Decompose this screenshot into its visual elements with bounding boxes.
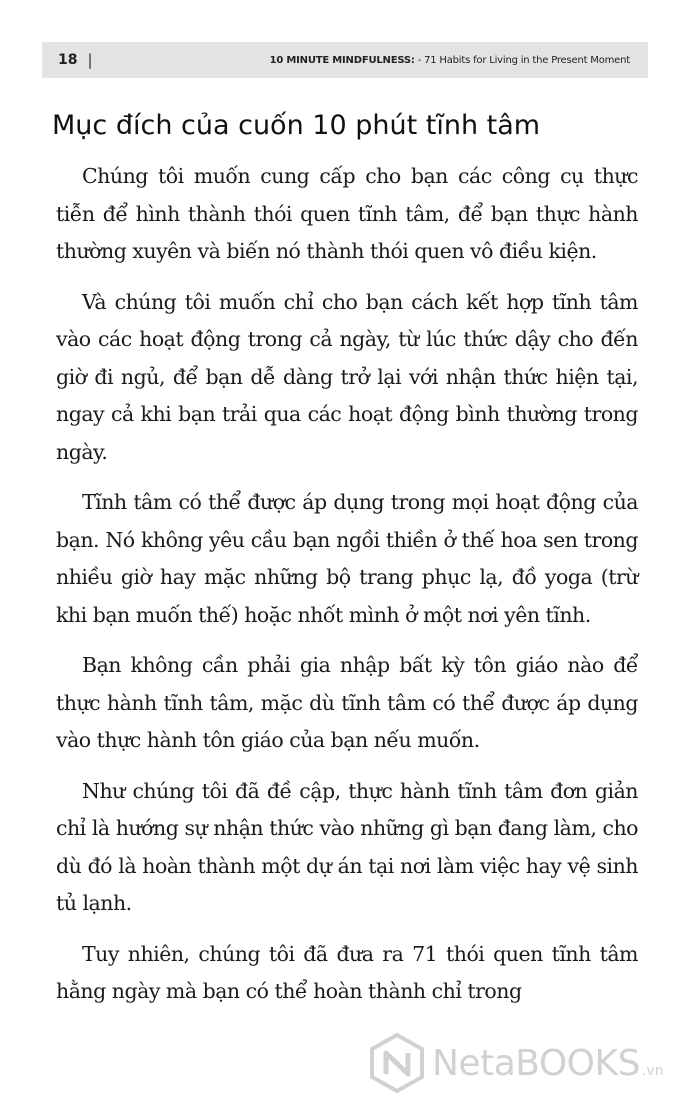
book-title-main: 10 MINUTE MINDFULNESS: bbox=[269, 54, 415, 66]
page-number: 18 bbox=[58, 52, 78, 68]
watermark bbox=[366, 1032, 664, 1094]
header-separator: | bbox=[87, 51, 93, 69]
running-header bbox=[42, 42, 648, 78]
paragraph: Tĩnh tâm có thể được áp dụng trong mọi hoạt động của bạn. Nó không yêu cầu bạn ngồi thiền ở thế hoa sen trong nhiều giờ hay mặc những bộ trang phục lạ, đồ yoga (trừ khi bạn muốn thế) hoặc nhốt mình ở một nơi yên tĩnh. bbox=[56, 490, 638, 627]
paragraph: Tuy nhiên, chúng tôi đã đưa ra 71 thói quen tĩnh tâm hằng ngày mà bạn có thể hoàn thành chỉ trong bbox=[56, 941, 638, 1003]
paragraph: Chúng tôi muốn cung cấp cho bạn các công cụ thực tiễn để hình thành thói quen tĩnh tâm, để bạn thực hành thường xuyên và biến nó thành thói quen vô điều kiện. bbox=[56, 164, 638, 263]
paragraph: Và chúng tôi muốn chỉ cho bạn cách kết hợp tĩnh tâm vào các hoạt động trong cả ngày, từ lúc thức dậy cho đến giờ đi ngủ, để bạn dễ dàng trở lại với nhận thức hiện tại, ngay cả khi bạn trải qua các hoạt động bình thường trong ngày. bbox=[56, 289, 638, 464]
section-title: Mục đích của cuốn 10 phút tĩnh tâm bbox=[52, 110, 541, 141]
paragraph: Bạn không cần phải gia nhập bất kỳ tôn giáo nào để thực hành tĩnh tâm, mặc dù tĩnh tâm có thể được áp dụng vào thực hành tôn giáo của bạn nếu muốn. bbox=[56, 653, 638, 752]
netabooks-logo-icon bbox=[366, 1032, 428, 1094]
body-text bbox=[56, 158, 638, 1024]
watermark-suffix: .vn bbox=[641, 1063, 664, 1079]
book-title bbox=[270, 55, 630, 66]
book-title-subtitle: - 71 Habits for Living in the Present Moment bbox=[417, 54, 630, 66]
paragraph: Như chúng tôi đã đề cập, thực hành tĩnh tâm đơn giản chỉ là hướng sự nhận thức vào những gì bạn đang làm, cho dù đó là hoàn thành một dự án tại nơi làm việc hay vệ sinh tủ lạnh. bbox=[56, 778, 638, 915]
watermark-brand: NetaBOOKS bbox=[432, 1042, 640, 1084]
